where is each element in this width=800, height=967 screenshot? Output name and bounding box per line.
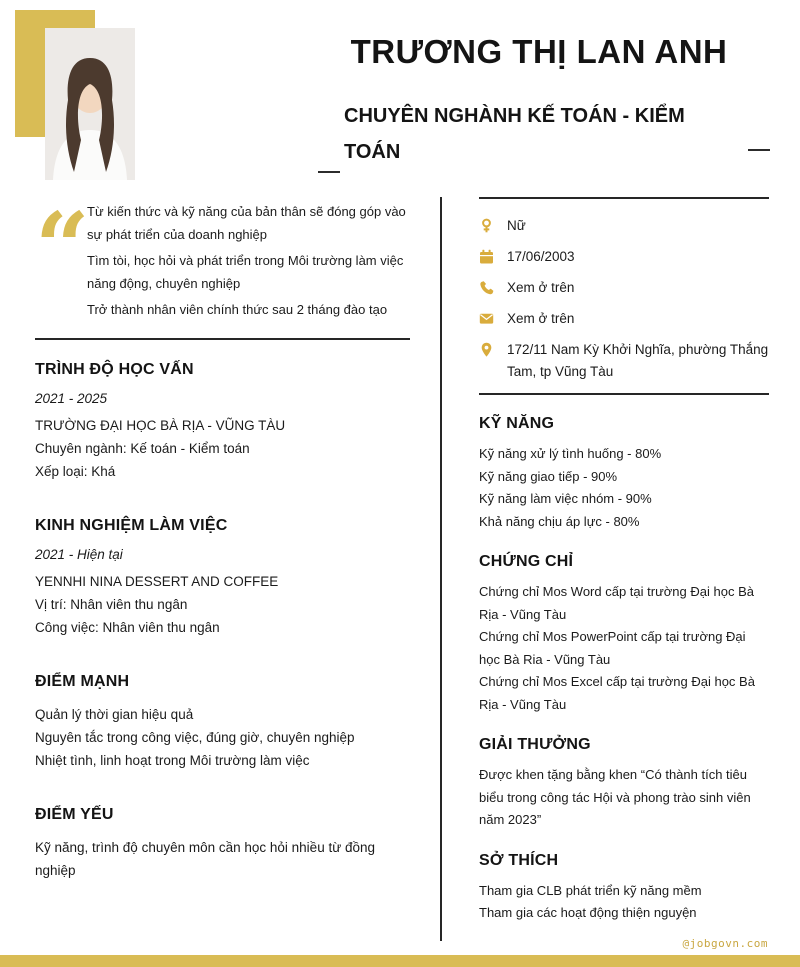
phone-icon xyxy=(479,280,494,295)
contact-email-value: Xem ở trên xyxy=(507,311,575,326)
strengths-section xyxy=(35,673,410,772)
location-icon xyxy=(479,342,494,357)
gender-icon xyxy=(479,218,494,233)
contact-section xyxy=(479,199,769,395)
skill-item: Kỹ năng giao tiếp - 90% xyxy=(479,468,618,484)
subtitle-deco-line-left xyxy=(318,171,340,173)
awards-heading: GIẢI THƯỞNG xyxy=(479,736,591,753)
hobby-item: Tham gia CLB phát triển kỹ năng mềm xyxy=(479,882,702,898)
candidate-title-line1: CHUYÊN NGHÀNH KẾ TOÁN - KIỂM xyxy=(344,105,685,127)
education-major: Chuyên ngành: Kế toán - Kiểm toán xyxy=(35,441,250,456)
objective-item: Trở thành nhân viên chính thức sau 2 tháng đào tạo xyxy=(87,302,388,317)
skill-item: Kỹ năng làm việc nhóm - 90% xyxy=(479,491,652,506)
objective-item: Từ kiến thức và kỹ năng của bản thân sẽ đóng góp vào sự phát triển của doanh nghiệp xyxy=(87,204,406,242)
gold-bottom-bar xyxy=(0,955,800,967)
candidate-name: TRƯƠNG THỊ LAN ANH xyxy=(350,33,728,70)
quote-separator-line xyxy=(35,338,410,340)
hobbies-section xyxy=(479,852,769,925)
contact-row-birthday xyxy=(479,246,769,268)
column-divider xyxy=(440,197,442,941)
certificates-section xyxy=(479,553,769,716)
skill-item: Kỹ năng xử lý tình huống - 80% xyxy=(479,446,662,461)
contact-row-phone xyxy=(479,277,769,299)
strength-item: Nhiệt tình, linh hoạt trong Môi trường làm việc xyxy=(35,753,310,768)
experience-duty: Công việc: Nhân viên thu ngân xyxy=(35,620,220,635)
calendar-icon xyxy=(479,249,494,264)
contact-bottom-line xyxy=(479,393,769,395)
candidate-title xyxy=(300,98,778,170)
watermark: @jobgovn.com xyxy=(682,937,768,950)
weakness-item: Kỹ năng, trình độ chuyên môn cần học hỏi nhiều từ đồng nghiệp xyxy=(35,840,376,878)
skills-heading: KỸ NĂNG xyxy=(479,415,555,432)
weaknesses-heading: ĐIỂM YẾU xyxy=(35,806,114,823)
strength-item: Quản lý thời gian hiệu quả xyxy=(35,707,194,722)
skill-item: Khả năng chịu áp lực - 80% xyxy=(479,513,640,529)
strength-item: Nguyên tắc trong công việc, đúng giờ, chuyên nghiệp xyxy=(35,730,355,745)
certificates-heading: CHỨNG CHỈ xyxy=(479,553,574,570)
contact-address-value: 172/11 Nam Kỳ Khởi Nghĩa, phường Thắng Tam, tp Vũng Tàu xyxy=(507,342,769,379)
skills-section xyxy=(479,415,769,533)
education-school: TRƯỜNG ĐẠI HỌC BÀ RỊA - VŨNG TÀU xyxy=(35,418,286,433)
certificate-item: Chứng chỉ Mos PowerPoint cấp tại trường Đại học Bà Ria - Vũng Tàu xyxy=(479,629,746,667)
certificate-item: Chứng chỉ Mos Word cấp tại trường Đại học Bà Rịa - Vũng Tàu xyxy=(479,584,754,622)
education-grade: Xếp loại: Khá xyxy=(35,464,116,479)
contact-row-gender xyxy=(479,215,769,237)
profile-photo xyxy=(45,28,135,180)
contact-row-address xyxy=(479,339,769,383)
contact-phone-value: Xem ở trên xyxy=(507,280,575,295)
objective-item: Tìm tòi, học hỏi và phát triển trong Môi trường làm việc năng động, chuyên nghiệp xyxy=(87,253,404,291)
quote-icon: “ xyxy=(35,192,90,303)
hobby-item: Tham gia các hoạt động thiện nguyện xyxy=(479,905,697,920)
contact-birthday-value: 17/06/2003 xyxy=(507,249,575,264)
strengths-heading: ĐIỂM MẠNH xyxy=(35,673,130,690)
left-column xyxy=(35,192,410,882)
experience-heading: KINH NGHIỆM LÀM VIỆC xyxy=(35,517,228,534)
candidate-title-line2: TOÁN xyxy=(344,141,401,163)
email-icon xyxy=(479,311,494,326)
certificate-item: Chứng chỉ Mos Excel cấp tại trường Đại học Bà Rịa - Vũng Tàu xyxy=(479,674,755,712)
experience-company: YENNHI NINA DESSERT AND COFFEE xyxy=(35,574,279,589)
awards-section xyxy=(479,736,769,832)
weaknesses-section xyxy=(35,806,410,882)
hobbies-heading: SỞ THÍCH xyxy=(479,851,559,869)
award-item: Được khen tặng bằng khen “Có thành tích tiêu biểu trong công tác Hội và phong trào sinh viên năm 2023” xyxy=(479,767,751,827)
header xyxy=(300,32,778,170)
experience-section xyxy=(35,517,410,639)
contact-row-email xyxy=(479,308,769,330)
education-section xyxy=(35,361,410,483)
objective-text xyxy=(87,200,410,324)
education-heading: TRÌNH ĐỘ HỌC VẤN xyxy=(35,361,194,378)
education-period: 2021 - 2025 xyxy=(35,391,108,406)
right-column xyxy=(479,197,769,925)
experience-position: Vị trí: Nhân viên thu ngân xyxy=(35,597,188,612)
contact-gender-value: Nữ xyxy=(507,218,526,233)
objective-quote xyxy=(35,192,410,324)
profile-photo-illustration xyxy=(45,28,135,180)
experience-period: 2021 - Hiện tại xyxy=(35,547,123,562)
